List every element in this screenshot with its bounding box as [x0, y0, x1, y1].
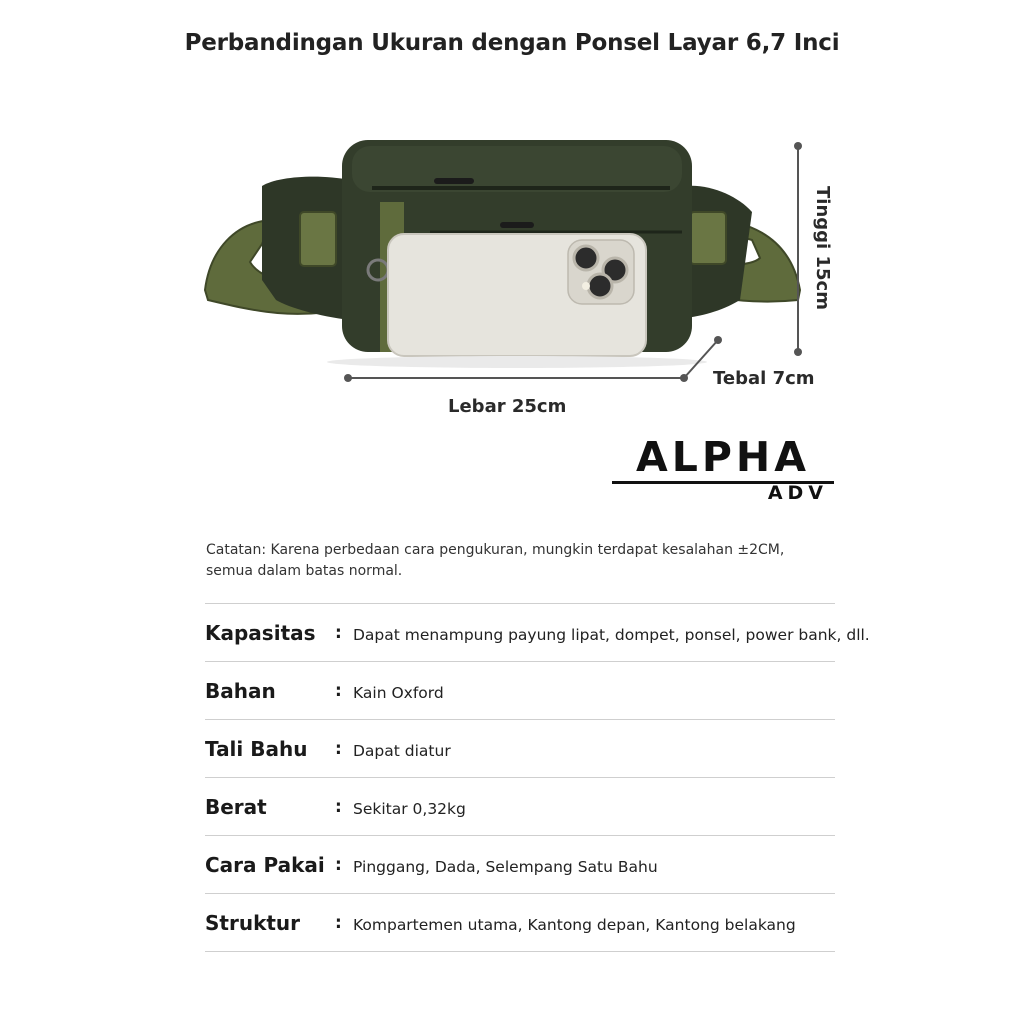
depth-dimension-end: [714, 336, 722, 344]
camera-lens-1: [574, 246, 598, 270]
spec-table: [205, 603, 870, 952]
spec-row-bahan: [205, 661, 835, 719]
spec-value: Pinggang, Dada, Selempang Satu Bahu: [353, 858, 658, 876]
spec-value: Kain Oxford: [353, 684, 444, 702]
height-dimension-end: [794, 348, 802, 356]
spec-colon: :: [335, 739, 342, 759]
camera-lens-3: [588, 274, 612, 298]
zipper-pull-front: [500, 222, 534, 228]
spec-key: Struktur: [205, 911, 301, 935]
spec-key: Tali Bahu: [205, 737, 308, 761]
spec-colon: :: [335, 623, 342, 643]
brand-logo: [612, 433, 834, 504]
spec-colon: :: [335, 797, 342, 817]
height-label: Tinggi 15cm: [812, 186, 833, 310]
zipper-pull-top: [434, 178, 474, 184]
width-dimension-start: [344, 374, 352, 382]
spec-value: Sekitar 0,32kg: [353, 800, 466, 818]
spec-value: Kompartemen utama, Kantong depan, Kantong belakang: [353, 916, 796, 934]
spec-key: Cara Pakai: [205, 853, 325, 877]
spec-colon: :: [335, 855, 342, 875]
page-title: Perbandingan Ukuran dengan Ponsel Layar 6,7 Inci: [184, 30, 840, 56]
spec-key: Bahan: [205, 679, 276, 703]
depth-label: Tebal 7cm: [713, 368, 815, 389]
bag-shadow: [327, 356, 707, 368]
product-figure: [0, 0, 1024, 440]
spec-key: Kapasitas: [205, 621, 316, 645]
spec-row-kapasitas: [205, 603, 870, 661]
spec-value: Dapat menampung payung lipat, dompet, ponsel, power bank, dll.: [353, 626, 870, 644]
spec-value: Dapat diatur: [353, 742, 451, 760]
camera-flash: [582, 282, 590, 290]
spec-row-cara-pakai: [205, 835, 835, 893]
brand-name: ALPHA: [636, 433, 810, 481]
spec-row-struktur: [205, 893, 835, 952]
spec-key: Berat: [205, 795, 267, 819]
strap-pad-right: [690, 212, 726, 264]
spec-colon: :: [335, 913, 342, 933]
spec-row-berat: [205, 777, 835, 835]
bag-top-panel: [352, 146, 682, 192]
strap-pad-left: [300, 212, 336, 266]
measurement-note: Catatan: Karena perbedaan cara pengukuran, mungkin terdapat kesalahan ±2CM, semua dalam batas normal.: [206, 542, 785, 579]
width-label: Lebar 25cm: [448, 396, 567, 417]
spec-row-tali-bahu: [205, 719, 835, 777]
height-dimension-start: [794, 142, 802, 150]
spec-colon: :: [335, 681, 342, 701]
brand-sub: ADV: [767, 482, 828, 504]
